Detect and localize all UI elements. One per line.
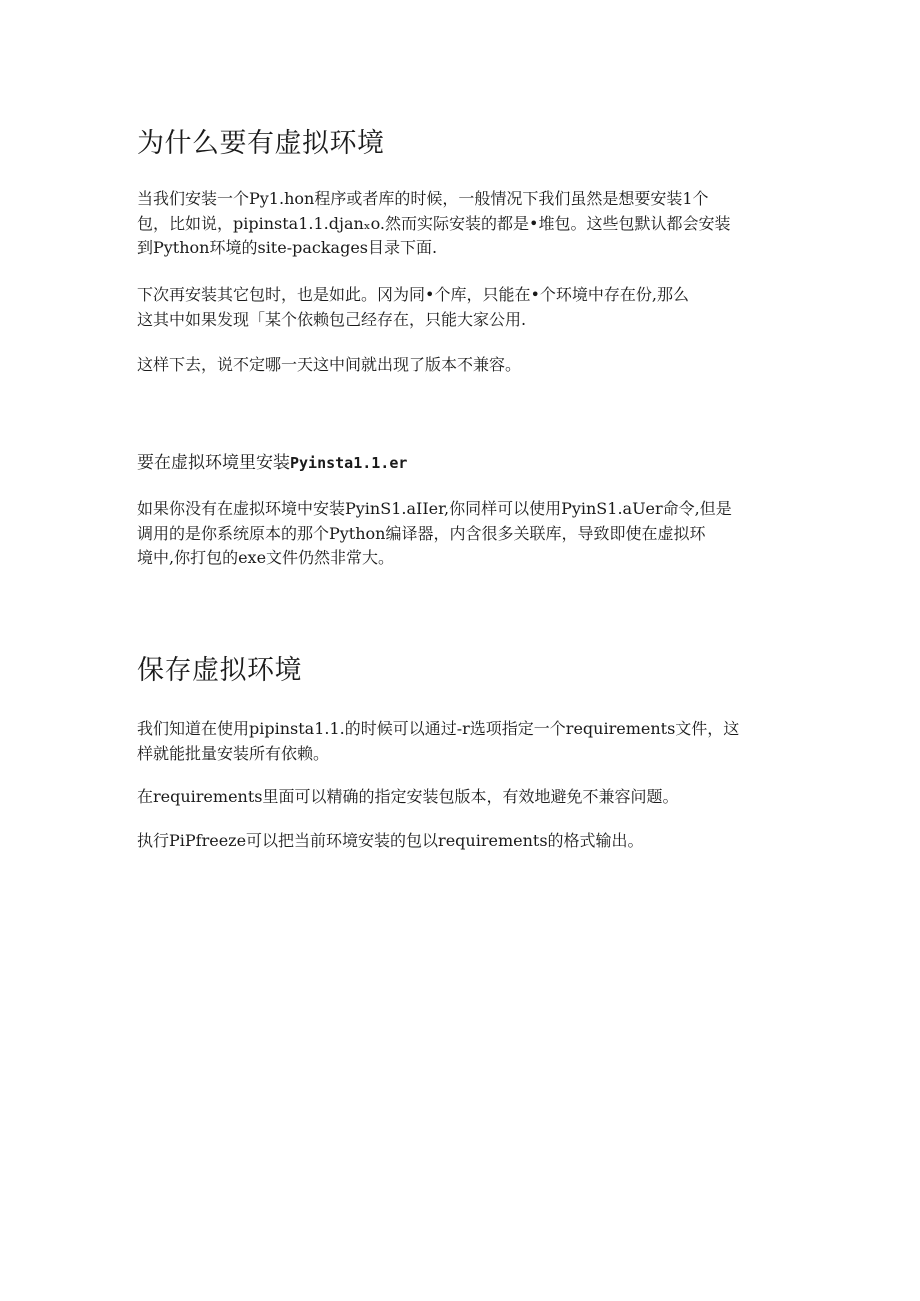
paragraph-line: 如果你没有在虚拟环境中安装PyinS1.aIIer,你同样可以使用PyinS1.aUer命令,但是 bbox=[137, 499, 732, 518]
paragraph-line: 我们知道在使用pipinsta1.1.的时候可以通过-r选项指定一个requirements文件，这 bbox=[137, 719, 740, 738]
paragraph-pip-freeze bbox=[137, 829, 782, 854]
paragraph-line: 下次再安装其它包时，也是如此。冈为同•个库，只能在•个环境中存在份,那么 bbox=[137, 285, 689, 304]
paragraph-line: 在requirements里面可以精确的指定安装包版本，有效地避免不兼容问题。 bbox=[137, 787, 679, 806]
paragraph-line: 这其中如果发现「某个依赖包己经存在，只能大家公用. bbox=[137, 309, 527, 329]
subheading-code: Pyinsta1.1.er bbox=[290, 454, 408, 472]
paragraph-line: 样就能批量安装所有依赖。 bbox=[137, 743, 330, 763]
paragraph-line: 境中,你打包的exe文件仍然非常大。 bbox=[137, 548, 395, 567]
paragraph-line: 执行PiPfreeze可以把当前环境安装的包以requirements的格式输出。 bbox=[137, 831, 644, 850]
subheading-install-pyinstaller bbox=[137, 452, 407, 474]
paragraph-version-conflict bbox=[137, 353, 782, 378]
paragraph-requirements-version bbox=[137, 785, 782, 810]
paragraph-line: 包，比如说，pipinsta1.1.djanₓo.然而实际安装的都是•堆包。这些包默认都会安装 bbox=[137, 213, 731, 233]
paragraph-shared-dependency bbox=[137, 283, 782, 332]
paragraph-line: 到Python环境的site-packages目录下面. bbox=[137, 238, 438, 257]
paragraph-line: 当我们安装一个Py1.hon程序或者库的时候，一般情况下我们虽然是想要安装1个 bbox=[137, 189, 709, 208]
paragraph-line: 调用的是你系统原本的那个Python编译器，内含很多关联库，导致即使在虚拟环 bbox=[137, 523, 706, 543]
paragraph-install-packages bbox=[137, 187, 782, 261]
section-heading-virtual-env-why: 为什么要有虚拟环境 bbox=[137, 128, 385, 159]
paragraph-requirements-file bbox=[137, 717, 782, 766]
paragraph-pyinstaller-size bbox=[137, 497, 782, 571]
paragraph-line: 这样下去，说不定哪一天这中间就出现了版本不兼容。 bbox=[137, 355, 522, 374]
subheading-text: 要在虚拟环境里安装 bbox=[137, 453, 290, 473]
section-heading-save-virtual-env: 保存虚拟环境 bbox=[137, 655, 302, 686]
